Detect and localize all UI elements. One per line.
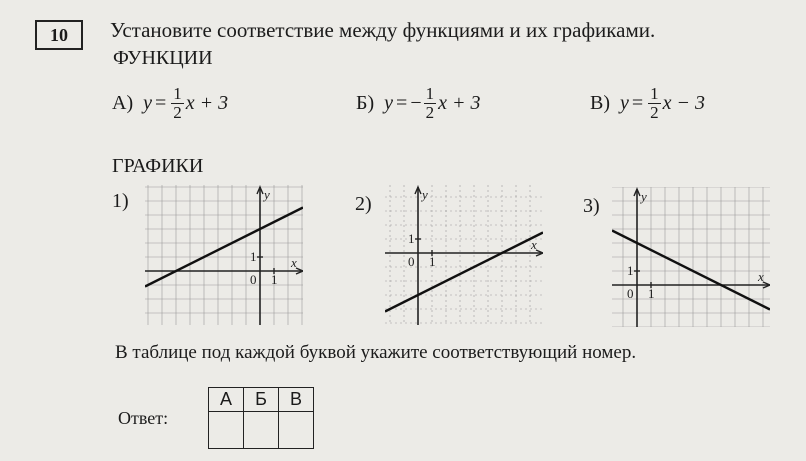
answer-header-b: Б xyxy=(244,388,279,412)
function-tail: x + 3 xyxy=(185,92,229,114)
function-fraction xyxy=(648,85,661,122)
function-label: Б) xyxy=(356,92,375,114)
function-b xyxy=(356,85,480,122)
function-lhs: y xyxy=(620,92,629,114)
function-tail: x − 3 xyxy=(662,92,706,114)
function-eq: = xyxy=(631,92,644,114)
function-c xyxy=(590,85,705,122)
y-unit-label: 1 xyxy=(250,249,257,264)
function-line xyxy=(145,208,303,287)
fraction-numerator: 1 xyxy=(650,84,659,103)
fraction-numerator: 1 xyxy=(425,84,435,103)
task-text: Установите соответствие между функциями и их графиками. xyxy=(110,18,656,42)
graph-3 xyxy=(612,187,770,327)
function-lhs: y xyxy=(143,92,152,114)
function-line xyxy=(612,231,770,310)
x-unit-label: 1 xyxy=(429,254,436,269)
x-unit-label: 1 xyxy=(271,272,278,287)
function-fraction xyxy=(171,85,184,122)
graph-3-label: 3) xyxy=(583,195,600,217)
function-sign: − xyxy=(410,92,422,114)
function-fraction xyxy=(424,85,437,122)
x-unit-label: 1 xyxy=(648,286,655,301)
y-unit-label: 1 xyxy=(408,231,415,246)
graph-2-label: 2) xyxy=(355,193,372,215)
graph-1 xyxy=(145,185,303,325)
fraction-denominator: 2 xyxy=(173,103,182,122)
function-label: В) xyxy=(590,92,610,114)
answer-cell-c[interactable] xyxy=(279,412,314,449)
origin-label: 0 xyxy=(627,286,634,301)
answer-label: Ответ: xyxy=(118,408,169,428)
origin-label: 0 xyxy=(250,272,257,287)
y-axis-label: y xyxy=(422,187,428,202)
instruction-text: В таблице под каждой буквой укажите соответствующий номер. xyxy=(115,342,637,363)
y-axis-label: y xyxy=(641,189,647,204)
origin-label: 0 xyxy=(408,254,415,269)
y-unit-label: 1 xyxy=(627,263,634,278)
graphs-header: ГРАФИКИ xyxy=(112,155,204,177)
grid-lines xyxy=(145,185,303,325)
fraction-numerator: 1 xyxy=(173,84,182,103)
answer-cell-b[interactable] xyxy=(244,412,279,449)
graph-2 xyxy=(385,185,543,325)
function-eq: = xyxy=(155,92,167,114)
fraction-denominator: 2 xyxy=(650,103,659,122)
x-axis-label: x xyxy=(291,255,297,270)
fraction-denominator: 2 xyxy=(425,103,435,122)
answer-header-c: В xyxy=(279,388,314,412)
task-number: 10 xyxy=(35,20,83,50)
function-label: А) xyxy=(112,92,134,114)
answer-table xyxy=(208,387,314,449)
x-axis-label: x xyxy=(758,269,764,284)
answer-header-a: А xyxy=(209,388,244,412)
function-tail: x + 3 xyxy=(438,92,481,114)
graph-1-label: 1) xyxy=(112,190,129,212)
grid-lines xyxy=(612,187,770,327)
function-a xyxy=(112,85,228,122)
answer-cell-a[interactable] xyxy=(209,412,244,449)
x-axis-label: x xyxy=(531,237,537,252)
function-eq: = xyxy=(396,92,408,114)
y-axis-label: y xyxy=(264,187,270,202)
functions-header: ФУНКЦИИ xyxy=(113,47,213,69)
function-lhs: y xyxy=(384,92,394,114)
